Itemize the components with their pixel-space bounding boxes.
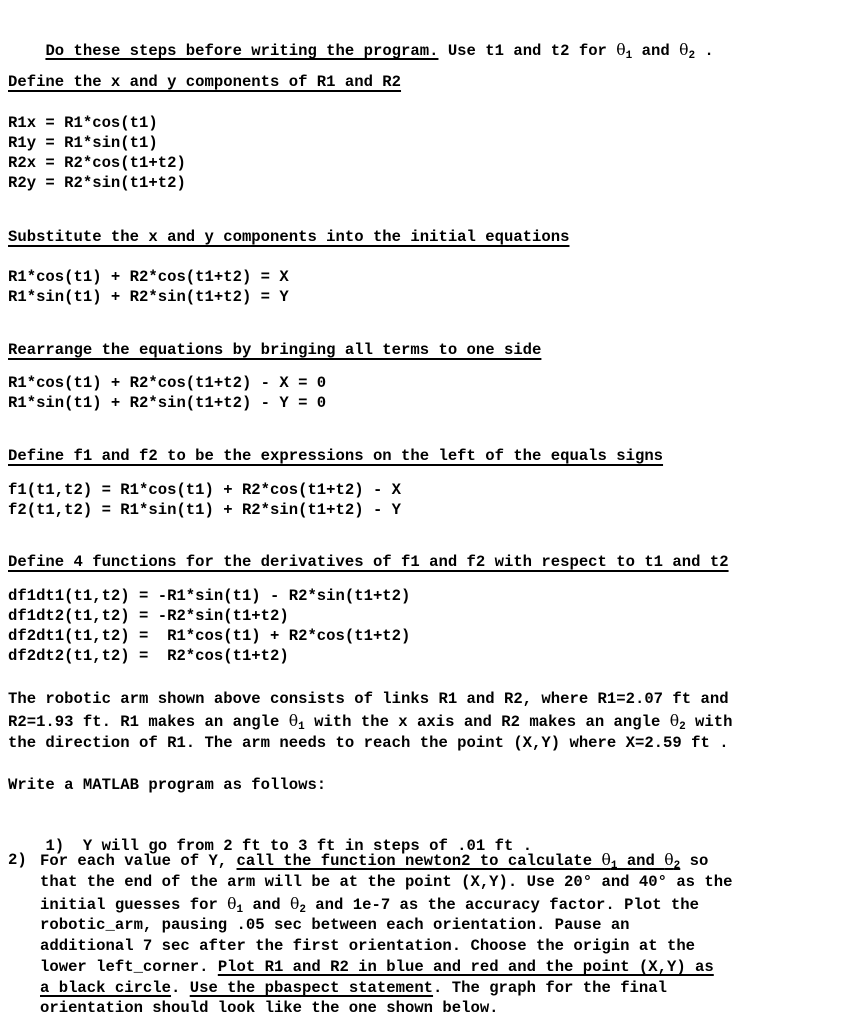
step-2-line: additional 7 sec after the first orientation. Choose the origin at the [40, 937, 696, 955]
step-text: . The graph for the final [433, 979, 667, 997]
theta2-symbol: θ [669, 712, 680, 730]
step-2-line: that the end of the arm will be at the point (X,Y). Use 20° and 40° as the [40, 873, 733, 891]
section-heading: Define f1 and f2 to be the expressions on the left of the equals signs [8, 447, 664, 465]
theta2-symbol: θ [664, 851, 674, 869]
step-text: and [617, 852, 665, 870]
theta1-subscript: 1 [236, 904, 244, 916]
theta1-symbol: θ [288, 712, 299, 730]
theta1-subscript: 1 [298, 721, 305, 733]
code-line: df2dt2(t1,t2) = R2*cos(t1+t2) [8, 647, 289, 665]
code-line: R2x = R2*cos(t1+t2) [8, 154, 186, 172]
step-underlined-text: a black circle [40, 979, 172, 997]
theta2-subscript: 2 [673, 860, 681, 872]
code-line: R2y = R2*sin(t1+t2) [8, 174, 186, 192]
step-2-line: orientation should look like the one shown below. [40, 999, 499, 1017]
theta2-symbol: θ [679, 41, 689, 59]
intro-and: and [632, 42, 680, 60]
code-line: R1y = R1*sin(t1) [8, 134, 158, 152]
step-2-line [40, 894, 699, 915]
step-text: and 1e-7 as the accuracy factor. Plot the [305, 896, 699, 914]
code-line: df1dt1(t1,t2) = -R1*sin(t1) - R2*sin(t1+t2) [8, 587, 411, 605]
step-2-line [40, 978, 667, 998]
step-text: lower left_corner. [40, 958, 218, 976]
step-text: For each value of Y, [40, 852, 237, 870]
theta1-symbol: θ [601, 851, 611, 869]
theta1-symbol: θ [616, 41, 626, 59]
code-line: R1*sin(t1) + R2*sin(t1+t2) = Y [8, 288, 289, 306]
step-text: and [243, 896, 290, 914]
code-line: R1x = R1*cos(t1) [8, 114, 158, 132]
step-2-number: 2) [8, 851, 27, 869]
theta2-symbol: θ [289, 895, 300, 913]
description-text: with the x axis and R2 makes an angle [304, 713, 670, 731]
step-underlined-text: Plot R1 and R2 in blue and red and the point (X,Y) as [217, 958, 714, 976]
description-line: the direction of R1. The arm needs to reach the point (X,Y) where X=2.59 ft . [8, 734, 729, 752]
description-line: The robotic arm shown above consists of links R1 and R2, where R1=2.07 ft and [8, 690, 729, 708]
code-line: R1*sin(t1) + R2*sin(t1+t2) - Y = 0 [8, 394, 327, 412]
step-underlined-text: Use the pbaspect statement [189, 979, 434, 997]
step-2-line [40, 850, 708, 871]
step-text: call the function newton2 to calculate [236, 852, 602, 870]
step-text: initial guesses for [40, 896, 228, 914]
theta1-symbol: θ [227, 895, 237, 913]
intro-end: . [695, 42, 714, 60]
step-underlined-text [237, 852, 681, 870]
step-text: . [171, 979, 190, 997]
code-line: f2(t1,t2) = R1*sin(t1) + R2*sin(t1+t2) - Y [8, 501, 402, 519]
program-intro: Write a MATLAB program as follows: [8, 776, 327, 794]
theta1-subscript: 1 [610, 860, 618, 872]
code-line: R1*cos(t1) + R2*cos(t1+t2) = X [8, 268, 289, 286]
theta2-subscript: 2 [679, 721, 686, 733]
code-line: df2dt1(t1,t2) = R1*cos(t1) + R2*cos(t1+t2) [8, 627, 411, 645]
section-heading: Substitute the x and y components into the initial equations [8, 228, 570, 246]
intro-note: Use t1 and t2 for [438, 42, 617, 60]
step-2-line: robotic_arm, pausing .05 sec between each orientation. Pause an [40, 916, 630, 934]
description-line [8, 711, 732, 732]
step-2-line [40, 957, 714, 977]
section-heading: Define 4 functions for the derivatives of f1 and f2 with respect to t1 and t2 [8, 553, 729, 571]
description-text: R2=1.93 ft. R1 makes an angle [8, 713, 289, 731]
section-heading: Rearrange the equations by bringing all terms to one side [8, 341, 542, 359]
theta2-subscript: 2 [299, 904, 306, 916]
code-line: f1(t1,t2) = R1*cos(t1) + R2*cos(t1+t2) - X [8, 481, 402, 499]
step-text: so [680, 852, 709, 870]
section-heading: Define the x and y components of R1 and R2 [8, 73, 402, 91]
theta1-subscript: 1 [625, 50, 633, 62]
step-number: 1) [45, 837, 65, 855]
description-text: with [685, 713, 733, 731]
theta2-subscript: 2 [688, 50, 696, 62]
intro-heading: Do these steps before writing the program. [45, 42, 439, 60]
code-line: R1*cos(t1) + R2*cos(t1+t2) - X = 0 [8, 374, 327, 392]
step-text: Y will go from 2 ft to 3 ft in steps of .01 ft . [82, 837, 533, 855]
code-line: df1dt2(t1,t2) = -R2*sin(t1+t2) [8, 607, 289, 625]
